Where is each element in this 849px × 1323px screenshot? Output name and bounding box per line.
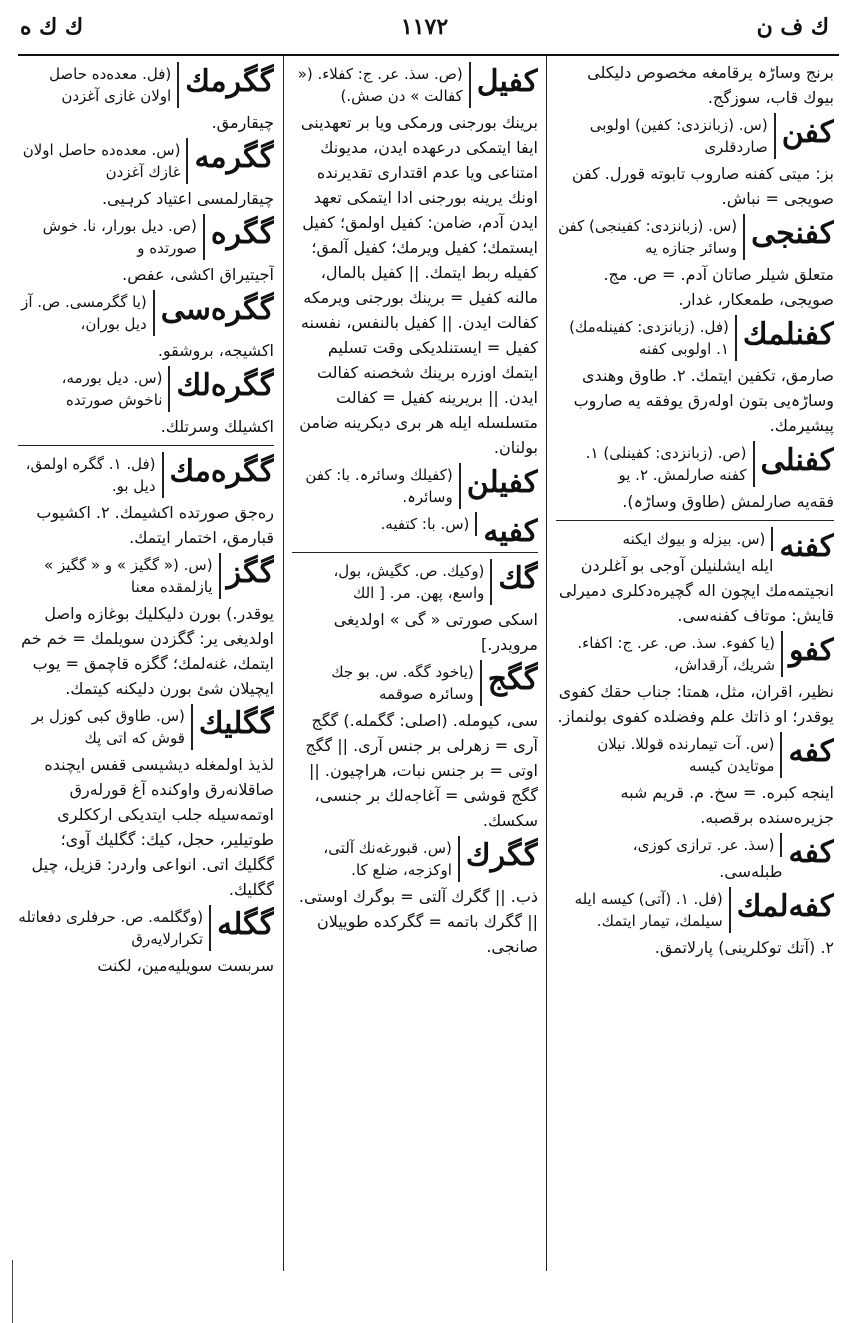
entry-grammar: (س. طاوق کبی کوزل بر قوش که اتی پك — [18, 704, 193, 750]
entry-headword: کفنه — [779, 529, 834, 564]
entry-headword: گگز — [226, 555, 274, 590]
entry-definition: آجیتیراق اکشی، عفص. — [122, 265, 274, 284]
entry-grammar: (س. دیل بورمه، ناخوش صورتده — [18, 366, 170, 412]
entry-grammar: (فل. ۱. (آتی) کیسه ایله سیلمك، تیمار ایتمك. — [556, 887, 731, 933]
entry-headword: کفن — [781, 115, 834, 150]
dictionary-entry — [18, 452, 274, 550]
dictionary-entry — [556, 631, 834, 729]
dictionary-entry — [292, 660, 538, 833]
column-right — [556, 60, 834, 1275]
dictionary-entry — [556, 60, 834, 110]
entry-definition: سربست سویلیه‌مین، لکنت — [97, 956, 274, 975]
entry-definition: برنج وساڑہ یرقامغه مخصوص دلیکلی بیوك قاب، سوزگج. — [587, 63, 834, 107]
entry-headword: کفیلن — [466, 465, 538, 500]
dictionary-entry — [292, 463, 538, 509]
entry-grammar: (س. آت تیمارنده قوللا. نیلان موتایدن کیسه — [556, 732, 782, 778]
entry-definition: فقه‌یه صارلمش (طاوق وساڑہ). — [622, 492, 834, 511]
entry-definition: یوقدر.) بورن دلیکلیك بوغازه واصل اولدیغی یر: گگزدن سویلمك = خم خم ایتمك، غنه‌لمك؛ گگزه قاچمق = یوب ایچیلان شئ بورن دلیکنه کیتمك. — [21, 604, 274, 698]
entry-headword: گك — [498, 561, 538, 596]
entry-headword: کفو — [789, 633, 834, 668]
entry-definition: سی، کیومله. (اصلی: گگمله.) گگج آری = زهرلی بر جنس آری. || گگج اوتی = بر جنس نبات، هراچیون. || گگج قوشی = آغاجه‌لك بر جنسی، سکسك. — [305, 711, 538, 830]
dictionary-entry — [556, 732, 834, 830]
entry-definition: ۲. (آتك توکلرینی) پارلاتمق. — [654, 938, 834, 957]
dictionary-entry — [292, 559, 538, 657]
dictionary-entry — [18, 138, 274, 211]
entry-definition: لذیذ اولمغله دیشیسی قفس ایچنده صاقلانەرق واوکنده آغ قورلەرق اوتمه‌سیله جلب ایتدیکی ارککلری طوتیلیر، حجل، کیك: گگلیك آوی؛ گگلیك اتی. انواعی واردر: قزیل، چیل گگلیك. — [31, 755, 274, 899]
page-number: ١١٧٢ — [400, 14, 449, 40]
entry-definition: بز: میتی کفنه صاروب تابوته قورل. کفن صویجی = نباش. — [571, 164, 834, 208]
entry-definition: ره‌جق صورتده اکشیمك. ۲. اکشیوب قبارمق، اختمار ایتمك. — [36, 503, 274, 547]
entry-definition: طبله‌سی. — [719, 862, 783, 881]
entry-headword: کفیل — [476, 64, 538, 99]
dictionary-entry — [18, 905, 274, 978]
header-rule — [18, 54, 839, 56]
entry-grammar: (یاخود گگه. س. بو جك وسائرہ صوقمه — [292, 660, 482, 706]
entry-headword: گگرك — [465, 838, 538, 873]
column-divider-right — [546, 56, 547, 1271]
entry-definition: برینك بورجنی ورمکی ویا بر تعهدینی ایفا ایتمکی درعهده ایدن، مدیونك امتناعی ویا عدم اقتداری تقدیرنده اونك یرینه بورجنی ادا ایتمکی تعهد ایدن آدم، ضامن: کفیل اولمق؛ کفیل ایستمك؛ کفیل ویرمك؛ کفیل آلمق؛ کفیله ربط ایتمك. || کفیل بالمال، مالنه کفیل = برینك بورجنی ویرمکه کفالت ایدن. || کفیل بالنفس، نفسنه کفیل = ایستنلدیکی وقت تسلیم ایتمك اوزره برینك شخصنه کفالت ایدن. || بریرینه کفیل = کفالت متسلسله ایله هر بری دیکرینه ضامن بولنان. — [299, 113, 538, 457]
entry-grammar: (س. قبورغه‌نك آلتی، اوکزجه، ضلع کا. — [292, 836, 460, 882]
dictionary-entry — [556, 113, 834, 211]
dictionary-entry — [18, 704, 274, 902]
entry-definition: نظیر، اقران، مثل، همتا: جناب حقك کفوی یوقدر؛ او ذاتك علم وفضلده کفوی بولنماز. — [557, 682, 834, 726]
column-left — [18, 60, 274, 1275]
entry-grammar: (ص. سذ. عر. ج: کفلاء. (« کفالت » دن صش.) — [292, 62, 471, 108]
entry-headword: کفیه — [483, 514, 538, 549]
entry-headword: گگره — [210, 216, 274, 251]
entry-definition: چیقارمق. — [211, 113, 274, 132]
entry-grammar: (س. با: کتفیه. — [292, 512, 477, 536]
entry-grammar: (سذ. عر. ترازی کوزی، — [556, 833, 782, 857]
entry-definition: اکشیلك وسرتلك. — [160, 417, 274, 436]
dictionary-entry — [292, 62, 538, 460]
entry-grammar: (فل. (زبانزدی: کفینله‌مك) ۱. اولوبی کفنه — [556, 315, 737, 361]
dictionary-entry — [556, 527, 834, 628]
entry-headword: گگج — [487, 662, 538, 697]
entry-divider — [18, 445, 274, 446]
dictionary-entry — [556, 833, 834, 884]
entry-headword: گگره‌مك — [169, 454, 274, 489]
entry-definition: اکشیجه، بروشقو. — [157, 341, 274, 360]
entry-grammar: (یا گگرمسی. ص. آز دیل بوران، — [18, 290, 155, 336]
entry-grammar: (س. (« گگیز » و « گگیز » یازلمقده معنا — [18, 553, 221, 599]
dictionary-entry — [292, 512, 538, 549]
dictionary-entry — [18, 62, 274, 135]
entry-headword: کفه — [788, 734, 834, 769]
dictionary-entry — [556, 214, 834, 312]
dictionary-entry — [18, 366, 274, 439]
column-middle — [292, 60, 538, 1275]
entry-headword: کفنلمك — [742, 317, 834, 352]
entry-headword: گگرمه — [194, 140, 274, 175]
dictionary-entry — [292, 836, 538, 959]
header-letters-left: ك ك ه — [20, 14, 84, 40]
column-divider-left — [283, 56, 284, 1271]
entry-grammar: (وگگلمه. ص. حرفلری دفعاتله تکرارلایەرق — [18, 905, 211, 951]
dictionary-entry — [556, 315, 834, 438]
entry-grammar: (س. معده‌ده حاصل اولان غازك آغزدن — [18, 138, 188, 184]
entry-grammar: (س. (زبانزدی: کفینجی) کفن وسائر جنازه یه — [556, 214, 745, 260]
entry-headword: کفه‌لمك — [736, 889, 834, 924]
entry-grammar: (ص. (زبانزدی: کفینلی) ۱. کفنه صارلمش. ۲. یو — [556, 441, 755, 487]
entry-headword: گگلیك — [198, 706, 274, 741]
entry-definition: متعلق شیلر صاتان آدم. = ص. مج. صویجی، طمعکار، غدار. — [603, 265, 834, 309]
entry-grammar: (س. بیزله و بیوك ایکنه — [556, 527, 773, 551]
entry-grammar: (ص. دیل بورار، نا. خوش صورتده و — [18, 214, 205, 260]
entry-definition: ایله ایشلنیلن آوجی بو آغلردن انجیتمه‌مك ایچون اله گچیرە‌دکلری دمیرلی قایش: موتاف کفنه‌سی. — [558, 556, 834, 625]
entry-headword: کفنلی — [760, 443, 834, 478]
page-header — [20, 14, 829, 48]
dictionary-entry — [18, 553, 274, 701]
dictionary-entry — [18, 290, 274, 363]
entry-divider — [292, 552, 538, 553]
entry-definition: ذب. || گگرك آلتی = بوگرك اوستی. || گگرك باتمه = گگرکده طوییلان صانجی. — [298, 887, 538, 956]
dictionary-entry — [556, 441, 834, 514]
entry-definition: اینجه کبره. = سخ. م. قریم شبه جزیره‌سنده برقصبه. — [620, 783, 834, 827]
entry-grammar: (س. (زبانزدی: کفین) اولوبی صاردقلری — [556, 113, 776, 159]
entry-headword: کفه — [788, 835, 834, 870]
dictionary-entry — [556, 887, 834, 960]
entry-grammar: (کفیلك وسائرہ. با: کفن وسائرہ. — [292, 463, 461, 509]
dictionary-entry — [18, 214, 274, 287]
entry-grammar: (فل. معده‌ده حاصل اولان غازی آغزدن — [18, 62, 179, 108]
margin-rule — [12, 1260, 13, 1323]
entry-definition: صارمق، تکفین ایتمك. ۲. طاوق وهندی وساڑہ‌یی بتون اولەرق یوفقه یه صاروب پیشیرمك. — [573, 366, 834, 435]
entry-headword: گگره‌لك — [176, 368, 274, 403]
entry-headword: گگله — [217, 907, 274, 942]
entry-divider — [556, 520, 834, 521]
entry-headword: گگرمك — [185, 64, 274, 99]
entry-grammar: (وکیك. ص. کگیش، بول، واسع، پهن. مر. [ الك — [292, 559, 492, 605]
entry-grammar: (یا کفوء. سذ. ص. عر. ج: اکفاء. شریك، آرقداش، — [556, 631, 783, 677]
entry-grammar: (فل. ۱. گگره اولمق، دیل بو. — [18, 452, 164, 498]
header-letters-right: ك ف ن — [756, 14, 829, 40]
entry-definition: چیقارلمسی اعتیاد کرہیی. — [101, 189, 274, 208]
entry-definition: اسکی صورتی « گی » اولدیغی مرویدر.] — [333, 610, 538, 654]
entry-headword: گگره‌سی — [160, 292, 274, 327]
entry-headword: کفنجی — [751, 216, 834, 251]
